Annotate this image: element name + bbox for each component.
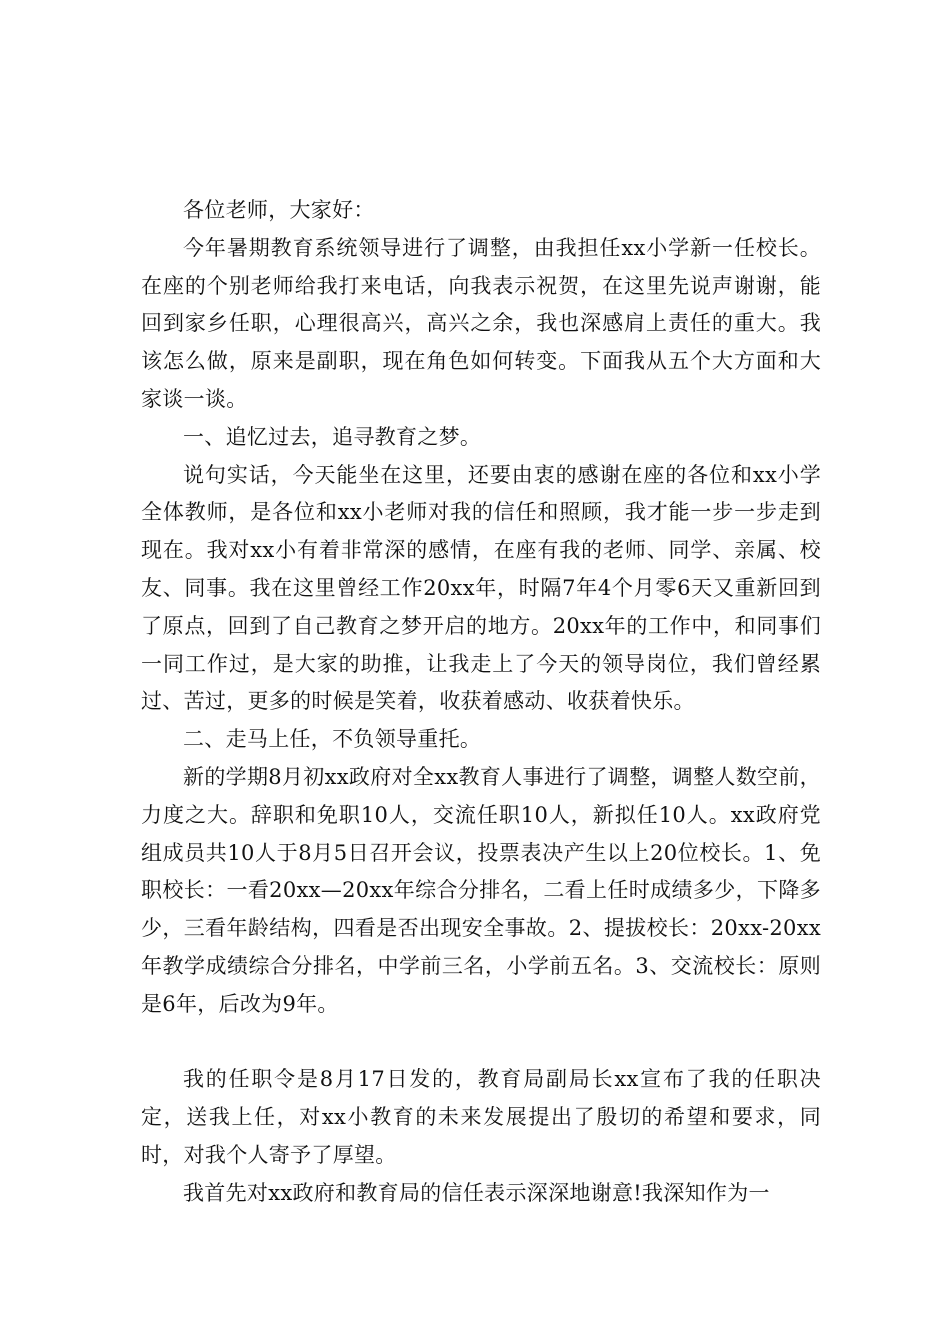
body-paragraph: 我的任职令是8月17日发的，教育局副局长xx宣布了我的任职决定，送我上任，对xx小教育的未来发展提出了殷切的希望和要求，同时，对我个人寄予了厚望。 [141, 1067, 821, 1167]
document-body [141, 192, 821, 1213]
body-paragraph: 我首先对xx政府和教育局的信任表示深深地谢意!我深知作为一 [183, 1180, 770, 1205]
section-heading-2: 二、走马上任，不负领导重托。 [183, 727, 482, 752]
body-paragraph: 新的学期8月初xx政府对全xx教育人事进行了调整，调整人数空前，力度之大。辞职和免职10人，交流任职10人，新拟任10人。xx政府党组成员共10人于8月5日召开会议，投票表决产生以上20位校长。1、免职校长：一看20xx—20xx年综合分排名，二看上任时成绩多少，下降多少，三看年龄结构，四看是否出现安全事故。2、提拔校长：20xx-20xx年教学成绩综合分排名，中学前三名，小学前五名。3、交流校长：原则是6年，后改为9年。 [141, 764, 821, 1016]
section-heading-1: 一、追忆过去，追寻教育之梦。 [183, 424, 482, 449]
intro-paragraph: 今年暑期教育系统领导进行了调整，由我担任xx小学新一任校长。在座的个别老师给我打来电话，向我表示祝贺，在这里先说声谢谢，能回到家乡任职，心理很高兴，高兴之余，我也深感肩上责任的重大。我该怎么做，原来是副职，现在角色如何转变。下面我从五个大方面和大家谈一谈。 [141, 235, 821, 411]
blank-line [141, 1024, 821, 1062]
body-paragraph: 说句实话，今天能坐在这里，还要由衷的感谢在座的各位和xx小学全体教师，是各位和xx小老师对我的信任和照顾，我才能一步一步走到现在。我对xx小有着非常深的感情，在座有我的老师、同学、亲属、校友、同事。我在这里曾经工作20xx年，时隔7年4个月零6天又重新回到了原点，回到了自己教育之梦开启的地方。20xx年的工作中，和同事们一同工作过，是大家的助推，让我走上了今天的领导岗位，我们曾经累过、苦过，更多的时候是笑着，收获着感动、收获着快乐。 [141, 462, 821, 714]
greeting-paragraph: 各位老师，大家好： [183, 198, 375, 222]
